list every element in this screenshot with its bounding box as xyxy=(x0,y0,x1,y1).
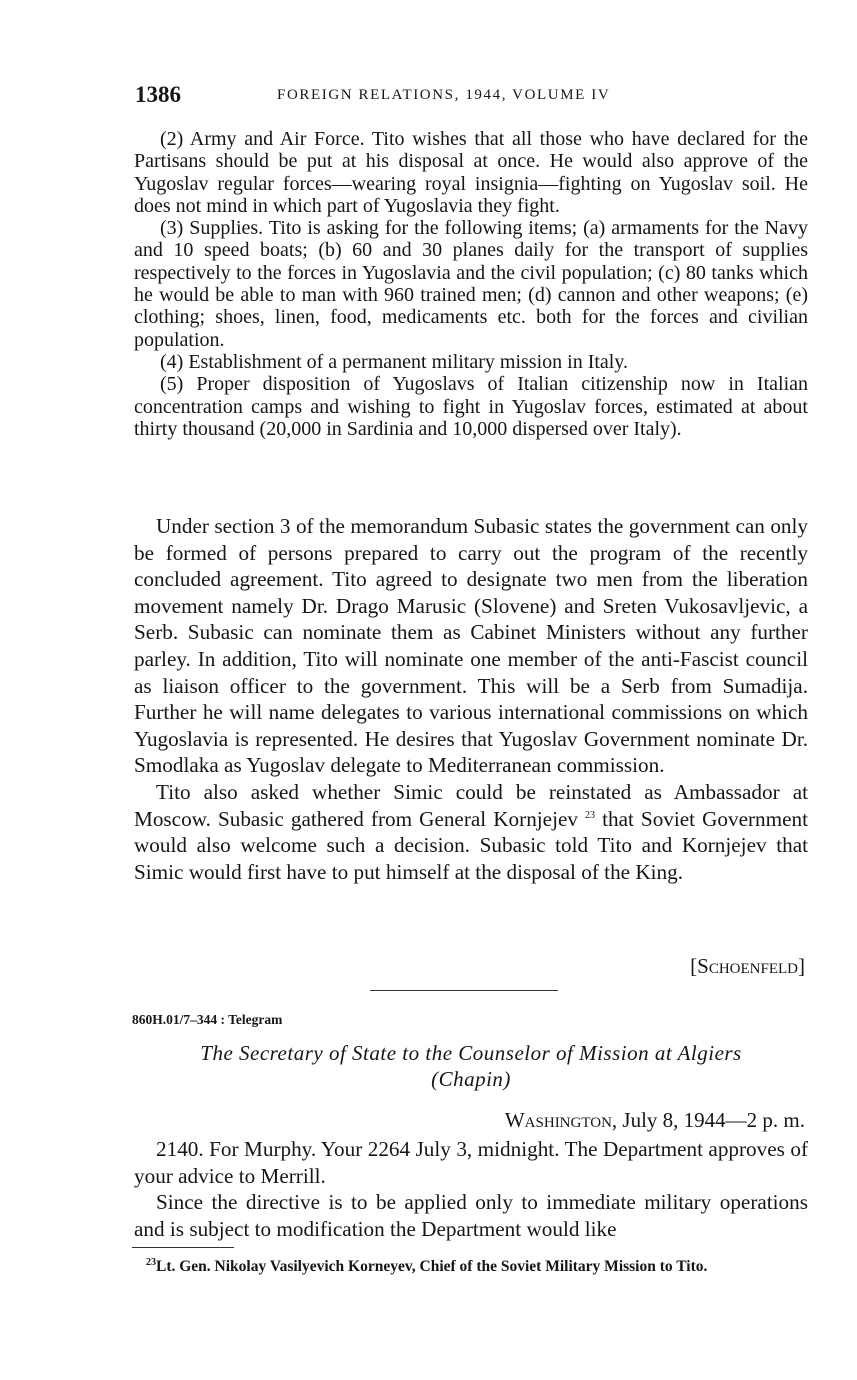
page-number: 1386 xyxy=(135,82,181,107)
telegram-body xyxy=(134,513,808,885)
file-reference: 860H.01/7–344 : Telegram xyxy=(132,1012,283,1027)
signature: [Schoenfeld] xyxy=(690,954,805,978)
memo-point-4: (4) Establishment of a permanent military mission in Italy. xyxy=(160,350,629,373)
page-header xyxy=(135,82,805,112)
running-head: FOREIGN RELATIONS, 1944, VOLUME IV xyxy=(277,87,611,103)
message-body xyxy=(134,1136,808,1242)
footnote-divider xyxy=(132,1247,234,1248)
dateline xyxy=(505,1108,805,1133)
section-divider xyxy=(370,990,558,991)
memo-point-2: (2) Army and Air Force. Tito wishes that all those who have declared for the Partisans should be put at his disposal at once. He would also approve of the Yugoslav regular forces—wearing royal insignia—fighting on Yugoslav soil. He does not mind in which part of Yugoslavia they fight. xyxy=(134,128,808,217)
footnote xyxy=(130,1258,806,1276)
dateline-place: Washington, xyxy=(504,1108,618,1132)
memo-points xyxy=(134,128,808,440)
document-title-line-1: The Secretary of State to the Counselor of Mission at Algiers xyxy=(200,1041,742,1065)
body-paragraph-tito xyxy=(134,779,808,885)
memo-point-5: (5) Proper disposition of Yugoslavs of Italian citizenship now in Italian concentration camps and wishing to fight in Yugoslav forces, estimated at about thirty thousand (20,000 in Sardinia and 10,000 dispersed over Italy). xyxy=(134,373,808,440)
memo-point-3: (3) Supplies. Tito is asking for the following items; (a) armaments for the Navy and 10 speed boats; (b) 60 and 30 planes daily for the transport of supplies respectively to the forces in Yugoslavia and the civil population; (c) 80 tanks which he would be able to man with 960 trained men; (d) cannon and other weapons; (e) clothing; shoes, linen, food, medicaments etc. both for the forces and civilian population. xyxy=(134,217,808,351)
tito-text-1: Tito also asked whether Simic could be reinstated as Ambassador at Moscow. Subasic gathered from General Kornjejev xyxy=(134,779,808,831)
footnote-reference[interactable]: 23 xyxy=(585,809,596,821)
footnote-text: Lt. Gen. Nikolay Vasilyevich Korneyev, Chief of the Soviet Military Mission to Tito. xyxy=(156,1258,708,1275)
document-title-line-2: (Chapin) xyxy=(431,1067,511,1091)
body-paragraph: Under section 3 of the memorandum Subasic states the government can only be formed of persons prepared to carry out the program of the recently concluded agreement. Tito agreed to designate two men from the liberation movement namely Dr. Drago Marusic (Slovene) and Sreten Vukosavljevic, a Serb. Subasic can nominate them as Cabinet Ministers without any further parley. In addition, Tito will nominate one member of the anti-Fascist council as liaison officer to the government. This will be a Serb from Sumadija. Further he will name delegates to various international commissions on which Yugoslavia is represented. He desires that Yugoslav Government nominate Dr. Smodlaka as Yugoslav delegate to Mediterranean commission. xyxy=(134,514,808,778)
message-paragraph-2: Since the directive is to be applied only to immediate military operations and is subject to modification the Department would like xyxy=(134,1190,808,1241)
document-title xyxy=(134,1040,808,1092)
footnote-marker: 23 xyxy=(146,1256,156,1268)
dateline-time: July 8, 1944—2 p. m. xyxy=(617,1108,805,1132)
tito-text-2: that Soviet Government would also welcome such a decision. Subasic told Tito and Kornjejev that Simic would first have to put himself at the disposal of the King. xyxy=(134,806,809,884)
message-paragraph-1: 2140. For Murphy. Your 2264 July 3, midnight. The Department approves of your advice to Merrill. xyxy=(134,1137,808,1188)
